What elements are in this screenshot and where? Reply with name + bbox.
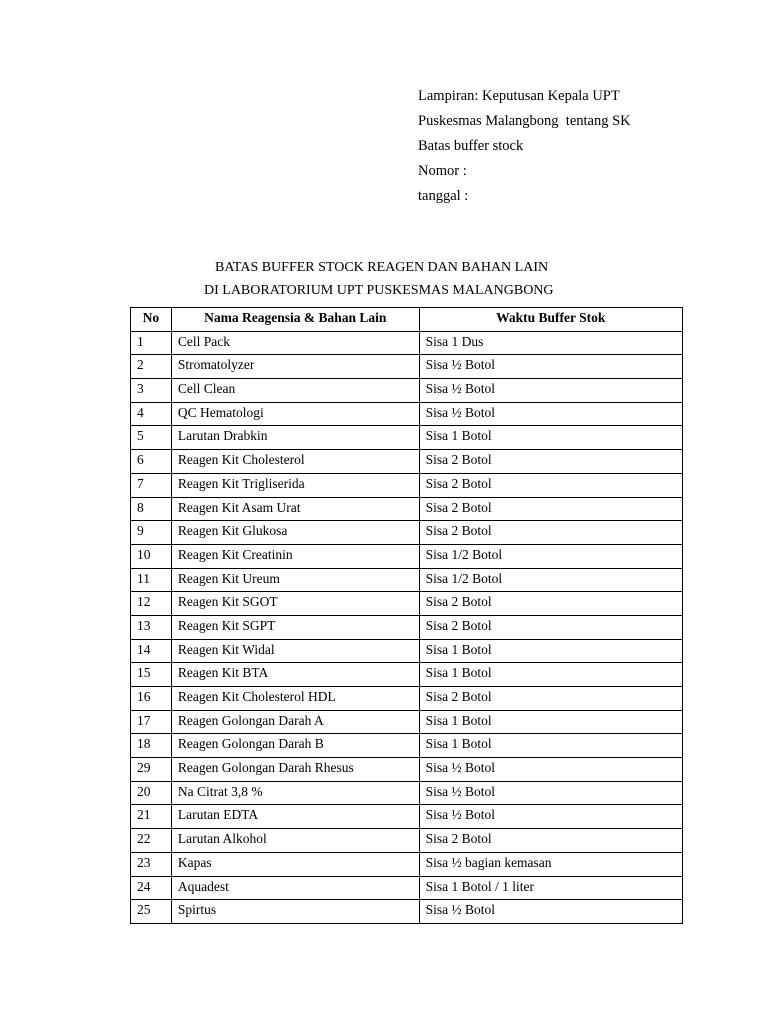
row-name-cell: Reagen Golongan Darah B bbox=[171, 734, 419, 758]
attachment-line-5: tanggal : bbox=[418, 188, 469, 204]
attachment-line-4: Nomor : bbox=[418, 163, 467, 179]
table-row bbox=[131, 450, 683, 474]
row-time-cell: Sisa 2 Botol bbox=[419, 829, 682, 853]
row-time-cell: Sisa ½ Botol bbox=[419, 900, 682, 924]
row-time-cell: Sisa ½ Botol bbox=[419, 781, 682, 805]
row-name-cell: Reagen Kit Glukosa bbox=[171, 521, 419, 545]
row-no-cell: 2 bbox=[131, 355, 172, 379]
attachment-line-2: Puskesmas Malangbong tentang SK bbox=[418, 113, 631, 129]
table-row bbox=[131, 497, 683, 521]
row-name-cell: Kapas bbox=[171, 852, 419, 876]
row-time-cell: Sisa 1 Botol bbox=[419, 710, 682, 734]
table-row bbox=[131, 639, 683, 663]
table-row bbox=[131, 852, 683, 876]
table-row bbox=[131, 355, 683, 379]
row-no-cell: 20 bbox=[131, 781, 172, 805]
row-time-cell: Sisa 1 Botol bbox=[419, 639, 682, 663]
row-name-cell: Larutan EDTA bbox=[171, 805, 419, 829]
buffer-stock-table bbox=[130, 307, 683, 924]
row-no-cell: 23 bbox=[131, 852, 172, 876]
row-no-cell: 17 bbox=[131, 710, 172, 734]
table-row bbox=[131, 521, 683, 545]
table-header-row bbox=[131, 308, 683, 332]
table-row bbox=[131, 379, 683, 403]
attachment-line-3: Batas buffer stock bbox=[418, 138, 524, 154]
row-time-cell: Sisa ½ Botol bbox=[419, 355, 682, 379]
table-row bbox=[131, 331, 683, 355]
row-time-cell: Sisa 1 Dus bbox=[419, 331, 682, 355]
row-no-cell: 21 bbox=[131, 805, 172, 829]
row-no-cell: 14 bbox=[131, 639, 172, 663]
row-name-cell: Reagen Kit Ureum bbox=[171, 568, 419, 592]
row-no-cell: 6 bbox=[131, 450, 172, 474]
row-no-cell: 18 bbox=[131, 734, 172, 758]
row-time-cell: Sisa 1/2 Botol bbox=[419, 544, 682, 568]
row-name-cell: Cell Pack bbox=[171, 331, 419, 355]
table-body bbox=[131, 331, 683, 923]
document-title-text-1: BATAS BUFFER STOCK REAGEN DAN BAHAN LAIN bbox=[215, 260, 549, 275]
attachment-line-1: Lampiran: Keputusan Kepala UPT bbox=[418, 88, 620, 104]
table-row bbox=[131, 900, 683, 924]
table-row bbox=[131, 426, 683, 450]
table-row bbox=[131, 805, 683, 829]
table-row bbox=[131, 544, 683, 568]
row-name-cell: Cell Clean bbox=[171, 379, 419, 403]
row-no-cell: 12 bbox=[131, 592, 172, 616]
row-name-cell: Larutan Alkohol bbox=[171, 829, 419, 853]
row-no-cell: 8 bbox=[131, 497, 172, 521]
row-name-cell: Reagen Golongan Darah A bbox=[171, 710, 419, 734]
row-no-cell: 10 bbox=[131, 544, 172, 568]
header-time: Waktu Buffer Stok bbox=[419, 308, 682, 332]
document-title-text-2: DI LABORATORIUM UPT PUSKESMAS MALANGBONG bbox=[204, 283, 554, 298]
row-no-cell: 3 bbox=[131, 379, 172, 403]
row-time-cell: Sisa 1 Botol bbox=[419, 663, 682, 687]
row-name-cell: Reagen Golongan Darah Rhesus bbox=[171, 758, 419, 782]
row-time-cell: Sisa 2 Botol bbox=[419, 687, 682, 711]
row-name-cell: Spirtus bbox=[171, 900, 419, 924]
row-name-cell: Reagen Kit SGOT bbox=[171, 592, 419, 616]
row-time-cell: Sisa ½ Botol bbox=[419, 758, 682, 782]
table-row bbox=[131, 734, 683, 758]
row-no-cell: 25 bbox=[131, 900, 172, 924]
row-name-cell: Reagen Kit BTA bbox=[171, 663, 419, 687]
row-no-cell: 9 bbox=[131, 521, 172, 545]
row-name-cell: Stromatolyzer bbox=[171, 355, 419, 379]
table-row bbox=[131, 592, 683, 616]
table-row bbox=[131, 568, 683, 592]
header-no: No bbox=[131, 308, 172, 332]
row-no-cell: 1 bbox=[131, 331, 172, 355]
table-row bbox=[131, 473, 683, 497]
table-row bbox=[131, 615, 683, 639]
table-row bbox=[131, 663, 683, 687]
row-time-cell: Sisa 2 Botol bbox=[419, 521, 682, 545]
row-name-cell: Na Citrat 3,8 % bbox=[171, 781, 419, 805]
row-name-cell: Reagen Kit Asam Urat bbox=[171, 497, 419, 521]
table-row bbox=[131, 781, 683, 805]
row-no-cell: 5 bbox=[131, 426, 172, 450]
row-time-cell: Sisa 1 Botol bbox=[419, 734, 682, 758]
row-no-cell: 4 bbox=[131, 402, 172, 426]
row-time-cell: Sisa 1 Botol / 1 liter bbox=[419, 876, 682, 900]
header-name: Nama Reagensia & Bahan Lain bbox=[171, 308, 419, 332]
row-name-cell: Larutan Drabkin bbox=[171, 426, 419, 450]
table-row bbox=[131, 829, 683, 853]
row-no-cell: 15 bbox=[131, 663, 172, 687]
row-time-cell: Sisa 2 Botol bbox=[419, 497, 682, 521]
row-no-cell: 29 bbox=[131, 758, 172, 782]
row-time-cell: Sisa 2 Botol bbox=[419, 473, 682, 497]
row-time-cell: Sisa ½ bagian kemasan bbox=[419, 852, 682, 876]
row-time-cell: Sisa 1 Botol bbox=[419, 426, 682, 450]
table-row bbox=[131, 876, 683, 900]
row-time-cell: Sisa 2 Botol bbox=[419, 450, 682, 474]
row-no-cell: 22 bbox=[131, 829, 172, 853]
row-name-cell: Reagen Kit SGPT bbox=[171, 615, 419, 639]
table-row bbox=[131, 687, 683, 711]
row-name-cell: Reagen Kit Creatinin bbox=[171, 544, 419, 568]
row-time-cell: Sisa ½ Botol bbox=[419, 402, 682, 426]
row-no-cell: 13 bbox=[131, 615, 172, 639]
table-row bbox=[131, 402, 683, 426]
row-name-cell: QC Hematologi bbox=[171, 402, 419, 426]
row-name-cell: Reagen Kit Cholesterol bbox=[171, 450, 419, 474]
row-name-cell: Aquadest bbox=[171, 876, 419, 900]
row-no-cell: 16 bbox=[131, 687, 172, 711]
row-time-cell: Sisa 2 Botol bbox=[419, 615, 682, 639]
row-no-cell: 24 bbox=[131, 876, 172, 900]
row-name-cell: Reagen Kit Cholesterol HDL bbox=[171, 687, 419, 711]
table-row bbox=[131, 758, 683, 782]
row-time-cell: Sisa 2 Botol bbox=[419, 592, 682, 616]
row-name-cell: Reagen Kit Widal bbox=[171, 639, 419, 663]
row-time-cell: Sisa ½ Botol bbox=[419, 379, 682, 403]
row-time-cell: Sisa 1/2 Botol bbox=[419, 568, 682, 592]
attachment-block bbox=[418, 84, 631, 209]
table-row bbox=[131, 710, 683, 734]
row-no-cell: 7 bbox=[131, 473, 172, 497]
row-name-cell: Reagen Kit Trigliserida bbox=[171, 473, 419, 497]
row-no-cell: 11 bbox=[131, 568, 172, 592]
row-time-cell: Sisa ½ Botol bbox=[419, 805, 682, 829]
